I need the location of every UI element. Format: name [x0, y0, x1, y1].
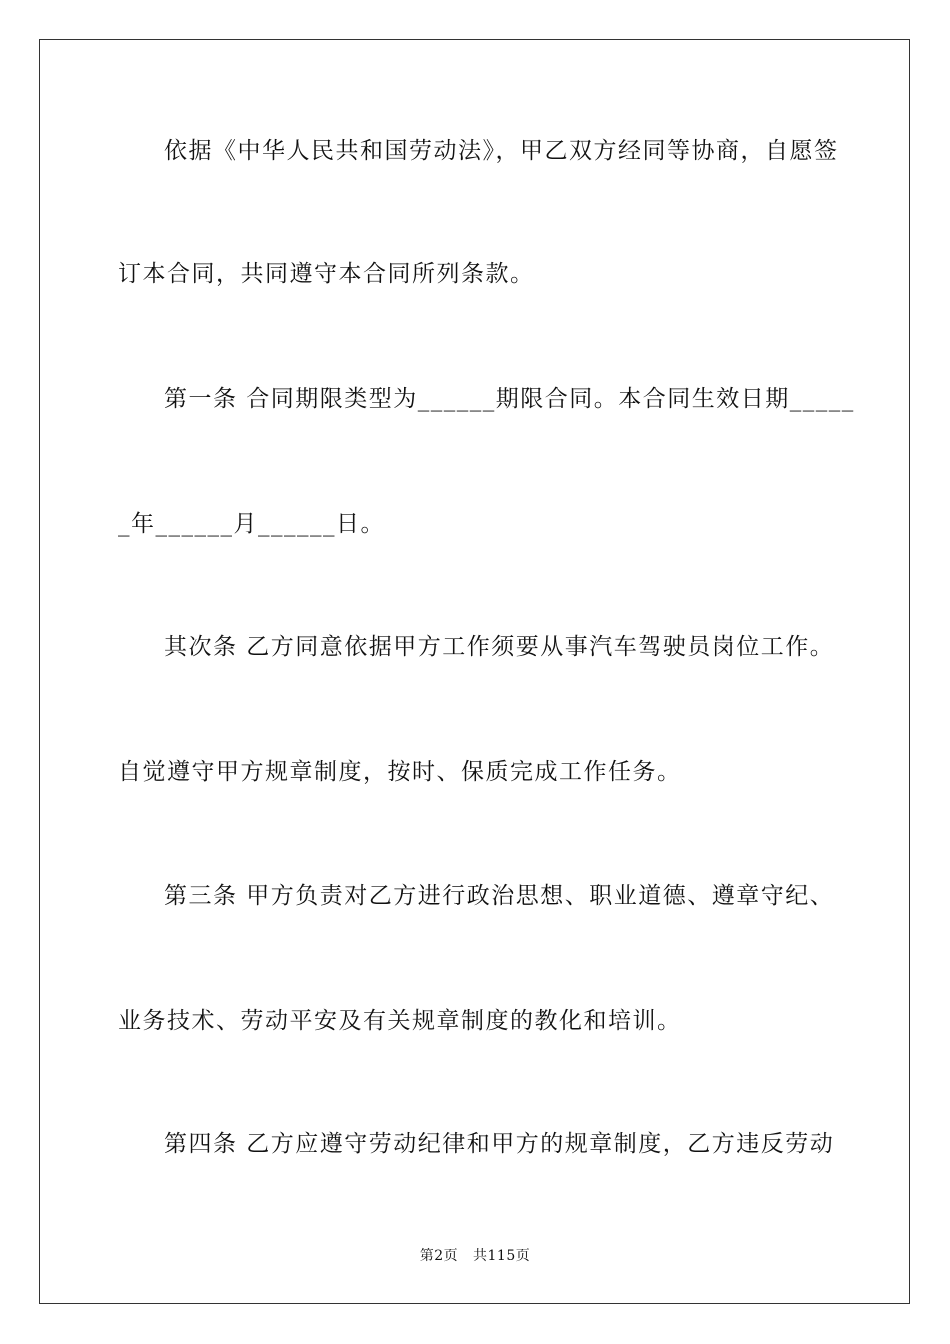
article-3-line: 第三条 甲方负责对乙方进行政治思想、职业道德、遵章守纪、 [164, 883, 835, 909]
paragraph-line: 依据《中华人民共和国劳动法》，甲乙双方经同等协商，自愿签 [164, 138, 839, 164]
article-3-line: 业务技术、劳动平安及有关规章制度的教化和培训。 [118, 1008, 682, 1034]
article-1-line: 第一条 合同期限类型为______期限合同。本合同生效日期_____ [164, 386, 855, 412]
article-2-line: 其次条 乙方同意依据甲方工作须要从事汽车驾驶员岗位工作。 [164, 634, 835, 660]
page-number-footer: 第2页 共115页 [419, 1248, 531, 1264]
article-1-line: _年______月______日。 [118, 511, 385, 537]
article-4-line: 第四条 乙方应遵守劳动纪律和甲方的规章制度，乙方违反劳动 [164, 1131, 835, 1157]
paragraph-line: 订本合同，共同遵守本合同所列条款。 [118, 261, 535, 287]
page-border [39, 39, 910, 1304]
article-2-line: 自觉遵守甲方规章制度，按时、保质完成工作任务。 [118, 759, 682, 785]
